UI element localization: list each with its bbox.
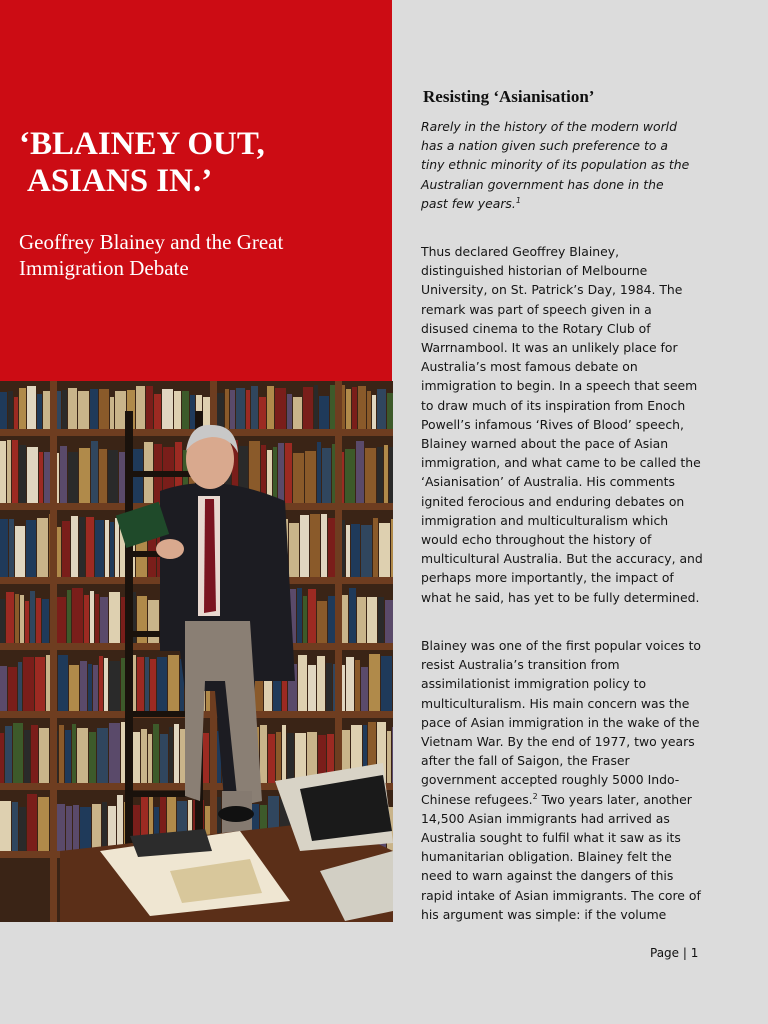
page-number: Page | 1 xyxy=(650,946,699,960)
footnote-ref-1[interactable]: 1 xyxy=(515,195,521,205)
footnote-ref-2[interactable]: 2 xyxy=(532,791,538,801)
page-subtitle: Geoffrey Blainey and the Great Immigration Debate xyxy=(19,230,284,280)
body-paragraph-1: Thus declared Geoffrey Blainey, distinguished historian of Melbourne University, on St. Patrick’s Day, 1984. The remark was part of speech given in a disused cinema to the Rotary Club of Warrnambool. It was an unlikely place for Australia’s most famous debate on immigration to begin. In a speech that seem to draw much of its inspiration from Enoch Powell’s infamous ‘Rives of Blood’ speech, Blainey warned about the pace of Asian immigration, and what came to be called the ‘Asianisation’ of Australia. His comments ignited ferocious and enduring debates on immigration and multiculturalism which would echo throughout the history of multicultural Australia. But the accuracy, and perhaps more importantly, the impact of what he said, has yet to be fully determined. xyxy=(421,244,703,605)
title-line-2: ASIANS IN.’ xyxy=(27,163,213,199)
quote-text: Rarely in the history of the modern world has a nation given such preference to a tiny ethnic minority of its population as the Australian government has done in the past few years. xyxy=(421,119,690,211)
section-heading: Resisting ‘Asianisation’ xyxy=(423,87,595,106)
portrait-photo xyxy=(0,381,393,922)
title-line-1: ‘BLAINEY OUT, xyxy=(19,126,265,162)
page-title xyxy=(19,126,379,200)
body-paragraph-2 xyxy=(421,636,703,924)
blainey-quote xyxy=(421,117,691,213)
para2-text-b: Two years later, another 14,500 Asian immigrants had arrived as Australia sought to fulfil what it saw as its humanitarian obligation. Blainey felt the need to warn against the dangers of this rapid intake of Asian immigrants. The core of his argument was simple: if the volume xyxy=(421,791,701,922)
para2-text-a: Blainey was one of the first popular voices to resist Australia’s transition from assimilationist immigration policy to multiculturalism. His main concern was the pace of Asian immigration in the wake of the Vietnam War. By the end of 1977, two years after the fall of Saigon, the Fraser government accepted roughly 5000 Indo-Chinese refugees. xyxy=(421,638,702,807)
